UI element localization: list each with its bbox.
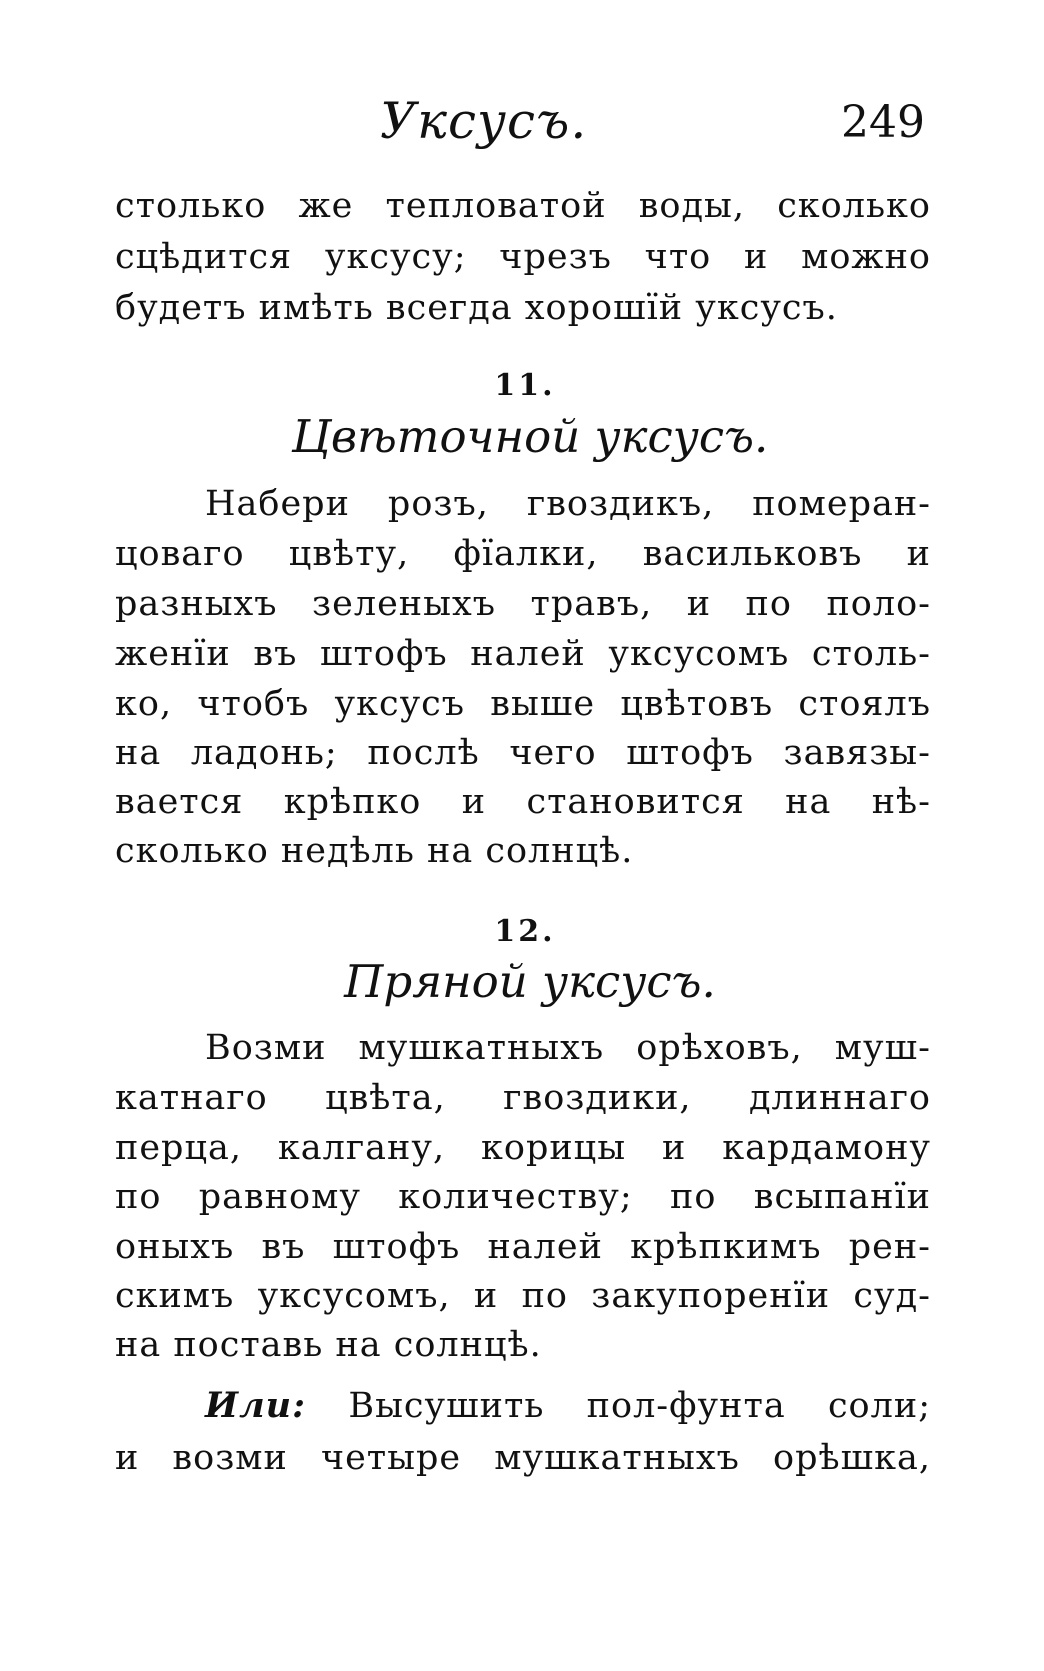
paragraph-line: сколько недѣль на солнцѣ. xyxy=(115,831,634,871)
alternative-text: Высушить пол-фунта соли; xyxy=(348,1386,931,1426)
paragraph-line: цоваго цвѣту, фїалки, васильковъ и xyxy=(115,534,931,574)
section-title: Цвѣточной уксусъ. xyxy=(291,410,769,463)
paragraph-line: столько же тепловатой воды, сколько xyxy=(115,186,931,226)
paragraph-line: Возми мушкатныхъ орѣховъ, муш- xyxy=(205,1028,931,1068)
paragraph-line: разныхъ зеленыхъ травъ, и по поло- xyxy=(115,584,931,624)
paragraph-line: Набери розъ, гвоздикъ, померан- xyxy=(205,484,931,524)
paragraph-line: по равному количеству; по всыпанїи xyxy=(115,1177,931,1217)
section-title: Пряной уксусъ. xyxy=(344,955,716,1008)
running-header-title: Уксусъ. xyxy=(380,92,588,150)
paragraph-line: перца, калгану, корицы и кардамону xyxy=(115,1128,931,1168)
alternative-paragraph-line xyxy=(205,1380,931,1440)
paragraph-line: женїи въ штофъ налей уксусомъ столь- xyxy=(115,634,931,674)
paragraph-line: скимъ уксусомъ, и по закупоренїи суд- xyxy=(115,1276,931,1316)
paragraph-line: на ладонь; послѣ чего штофъ завязы- xyxy=(115,733,931,773)
alternative-lead-word: Или: xyxy=(205,1385,307,1426)
paragraph-line: катнаго цвѣта, гвоздики, длиннаго xyxy=(115,1078,931,1118)
section-number: 11. xyxy=(494,368,556,403)
paragraph-line: сцѣдится уксусу; чрезъ что и можно xyxy=(115,237,931,277)
paragraph-line: вается крѣпко и становится на нѣ- xyxy=(115,782,931,822)
paragraph-line: оныхъ въ штофъ налей крѣпкимъ рен- xyxy=(115,1227,931,1267)
paragraph-line: ко, чтобъ уксусъ выше цвѣтовъ стоялъ xyxy=(115,684,931,724)
paragraph-line: и возми четыре мушкатныхъ орѣшка, xyxy=(115,1438,931,1478)
page-number: 249 xyxy=(841,97,925,148)
paragraph-line: будетъ имѣть всегда хорошїй уксусъ. xyxy=(115,288,838,328)
section-number: 12. xyxy=(494,914,556,949)
paragraph-line: на поставь на солнцѣ. xyxy=(115,1325,542,1365)
